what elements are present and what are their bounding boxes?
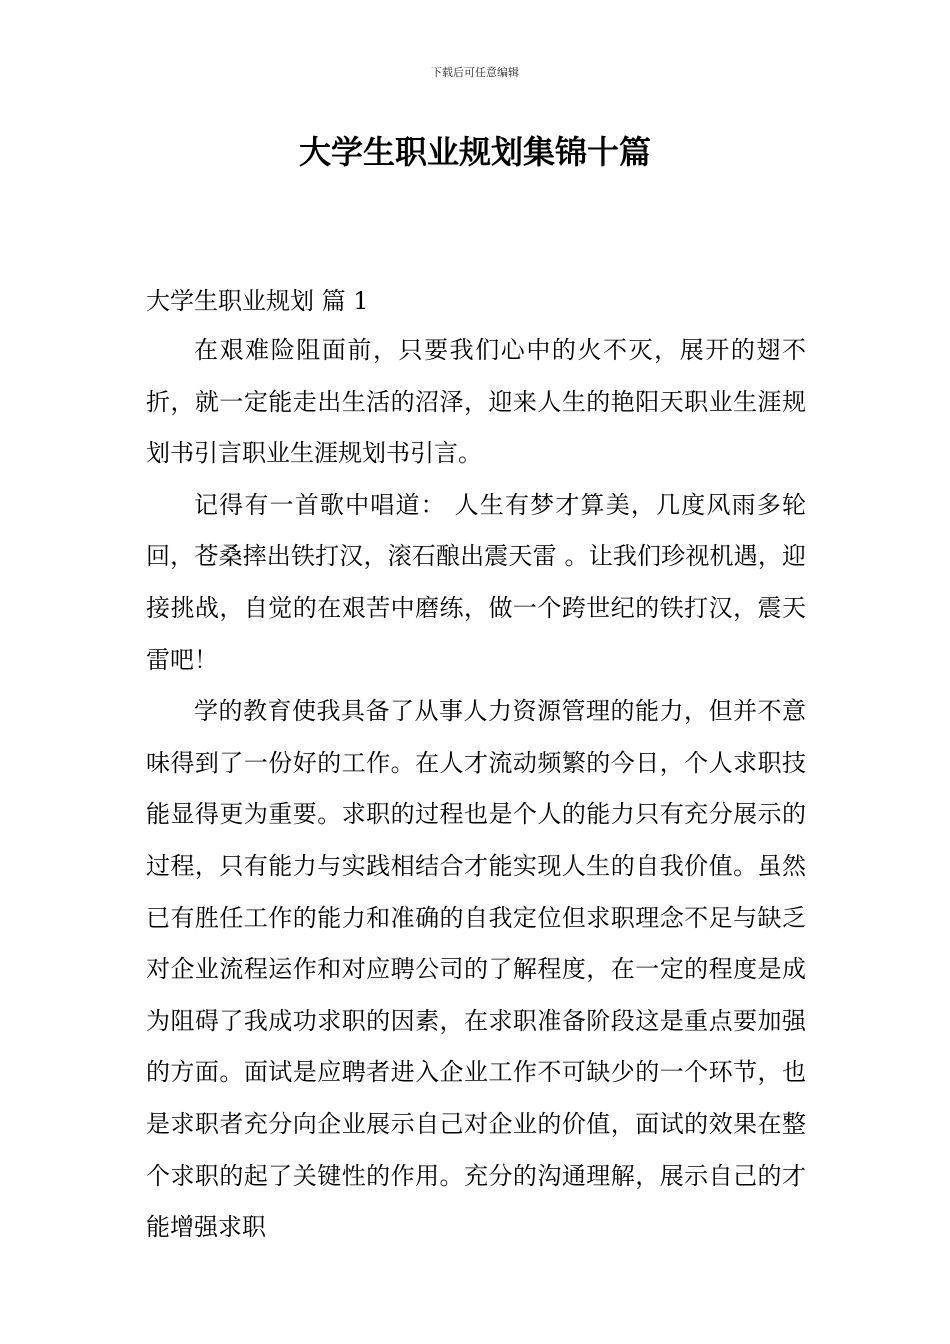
document-title: 大学生职业规划集锦十篇 xyxy=(298,133,651,171)
section-heading: 大学生职业规划 篇 1 xyxy=(146,287,369,315)
paragraph: 记得有一首歌中唱道： 人生有梦才算美，几度风雨多轮回，苍桑摔出铁打汉，滚石酿出震天雷 。让我们珍视机遇，迎接挑战，自觉的在艰苦中磨练，做一个跨世纪的铁打汉，震天雷吧！ xyxy=(146,490,806,674)
paragraph: 学的教育使我具备了从事人力资源管理的能力，但并不意味得到了一份好的工作。在人才流动频繁的今日，个人求职技能显得更为重要。求职的过程也是个人的能力只有充分展示的过程，只有能力与实践相结合才能实现人生的自我价值。虽然已有胜任工作的能力和准确的自我定位但求职理念不足与缺乏对企业流程运作和对应聘公司的了解程度，在一定的程度是成为阻碍了我成功求职的因素，在求职准备阶段这是重点要加强的方面。面试是应聘者进入企业工作不可缺少的一个环节，也是求职者充分向企业展示自己对企业的价值，面试的效果在整个求职的起了关键性的作用。充分的沟通理解，展示自己的才能增强求职 xyxy=(146,697,806,1242)
page-header-note: 下载后可任意编辑 xyxy=(431,66,519,79)
paragraph: 在艰难险阻面前，只要我们心中的火不灭，展开的翅不折，就一定能走出生活的沼泽，迎来人生的艳阳天职业生涯规划书引言职业生涯规划书引言。 xyxy=(146,336,806,468)
document-body xyxy=(146,277,806,1254)
